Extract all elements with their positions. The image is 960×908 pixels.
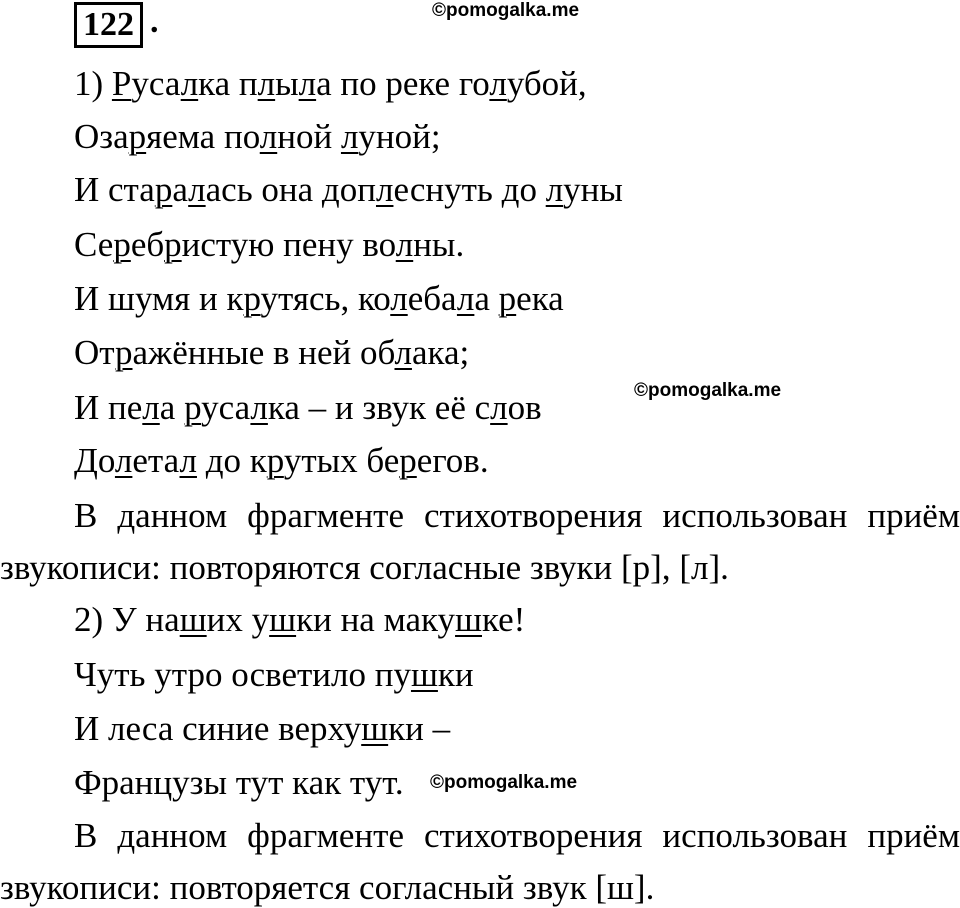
underlined-letter: л <box>375 170 394 209</box>
line-text: ака; <box>411 333 470 372</box>
line-text: до к <box>196 441 267 480</box>
underlined-letter: ш <box>455 600 482 639</box>
line-text: еба <box>407 279 457 318</box>
line-text: еснуть до <box>393 170 546 209</box>
underlined-letter: р <box>128 117 147 156</box>
underlined-letter: ш <box>361 709 389 748</box>
line-text: ась она доп <box>205 170 376 209</box>
poem-line <box>74 64 587 104</box>
underlined-letter: ш <box>410 655 438 694</box>
line-text: И леса синие верху <box>74 709 362 748</box>
line-text: ы <box>275 64 299 103</box>
underlined-letter: л <box>114 441 133 480</box>
line-text: 1) <box>74 64 112 103</box>
line-text: И пе <box>74 388 143 427</box>
conclusion-line: В данном фрагменте стихотворения использован приём <box>74 816 960 855</box>
poem-line <box>74 709 450 749</box>
poem-line <box>74 279 564 319</box>
line-text: Французы тут как тут. <box>74 763 404 802</box>
underlined-letter: л <box>490 388 508 427</box>
line-text: Чуть утро осветило пу <box>74 655 411 694</box>
watermark: ©pomogalka.me <box>634 380 782 401</box>
line-text: истую пену во <box>181 225 396 264</box>
line-text: ке! <box>482 600 526 639</box>
task-number-box <box>74 2 143 48</box>
conclusion-paragraph <box>0 496 960 588</box>
line-text: ка п <box>198 64 258 103</box>
watermark: ©pomogalka.me <box>430 772 578 793</box>
line-text: уной; <box>358 117 441 156</box>
line-text: ов <box>507 388 542 427</box>
line-text: яема по <box>146 117 260 156</box>
watermark: ©pomogalka.me <box>432 0 580 21</box>
poem-line <box>74 117 441 157</box>
poem-line <box>74 388 542 428</box>
poem-line <box>74 655 474 695</box>
line-text: От <box>74 333 115 372</box>
underlined-letter: л <box>250 388 268 427</box>
underlined-letter: Р <box>111 64 132 103</box>
underlined-letter: р <box>498 279 517 318</box>
underlined-letter: р <box>115 333 133 372</box>
poem-line <box>74 441 489 481</box>
line-text: а <box>159 388 185 427</box>
underlined-letter: ш <box>179 600 207 639</box>
line-text: ека <box>516 279 564 318</box>
line-text: а по реке го <box>316 64 490 103</box>
line-text: еб <box>130 225 165 264</box>
line-text: утясь, ко <box>260 279 391 318</box>
poem-line <box>74 333 469 373</box>
underlined-letter: л <box>545 170 564 209</box>
line-text: И шумя и к <box>74 279 244 318</box>
conclusion-line: звукописи: повторяются согласные звуки [р], [л]. <box>0 548 729 587</box>
underlined-letter: л <box>489 64 507 103</box>
underlined-letter: р <box>399 441 417 480</box>
task-number-dot: . <box>150 3 159 40</box>
underlined-letter: л <box>188 170 206 209</box>
line-text: ки на маку <box>296 600 456 639</box>
line-text: уса <box>131 64 181 103</box>
line-text: ка – и звук её с <box>267 388 491 427</box>
line-text: утых бе <box>283 441 400 480</box>
underlined-letter: р <box>184 388 202 427</box>
line-text: ки <box>437 655 474 694</box>
line-text: ажённые в ней об <box>132 333 395 372</box>
line-text: И ста <box>74 170 155 209</box>
task-number: 122 <box>83 6 134 43</box>
line-text: уса <box>201 388 251 427</box>
poem-line <box>74 225 464 265</box>
underlined-letter: р <box>154 170 173 209</box>
line-text: Оза <box>74 117 129 156</box>
line-text: убой, <box>506 64 587 103</box>
line-text: До <box>74 441 115 480</box>
underlined-letter: л <box>394 333 412 372</box>
underlined-letter: л <box>456 279 475 318</box>
underlined-letter: л <box>259 117 278 156</box>
line-text: ной <box>277 117 341 156</box>
underlined-letter: л <box>340 117 359 156</box>
line-text: егов. <box>416 441 489 480</box>
underlined-letter: л <box>180 64 199 103</box>
underlined-letter: л <box>142 388 160 427</box>
underlined-letter: л <box>395 225 414 264</box>
underlined-letter: л <box>179 441 197 480</box>
underlined-letter: р <box>266 441 284 480</box>
underlined-letter: р <box>113 225 131 264</box>
underlined-letter: л <box>298 64 317 103</box>
poem-line <box>74 170 623 210</box>
conclusion-paragraph <box>0 816 960 908</box>
line-text: а <box>172 170 189 209</box>
line-text: уны <box>563 170 623 209</box>
underlined-letter: л <box>390 279 408 318</box>
underlined-letter: р <box>243 279 261 318</box>
underlined-letter: л <box>257 64 276 103</box>
conclusion-line: звукописи: повторяется согласный звук [ш]. <box>0 868 655 907</box>
poem-line <box>74 600 525 640</box>
line-text: ны. <box>413 225 465 264</box>
line-text: ки – <box>388 709 451 748</box>
poem-line <box>74 763 404 803</box>
line-text: 2) У на <box>74 600 180 639</box>
line-text: Се <box>74 225 114 264</box>
underlined-letter: ш <box>269 600 297 639</box>
underlined-letter: р <box>164 225 182 264</box>
line-text: ета <box>132 441 180 480</box>
line-text: а <box>474 279 499 318</box>
line-text: их у <box>206 600 270 639</box>
conclusion-line: В данном фрагменте стихотворения использован приём <box>74 496 960 535</box>
